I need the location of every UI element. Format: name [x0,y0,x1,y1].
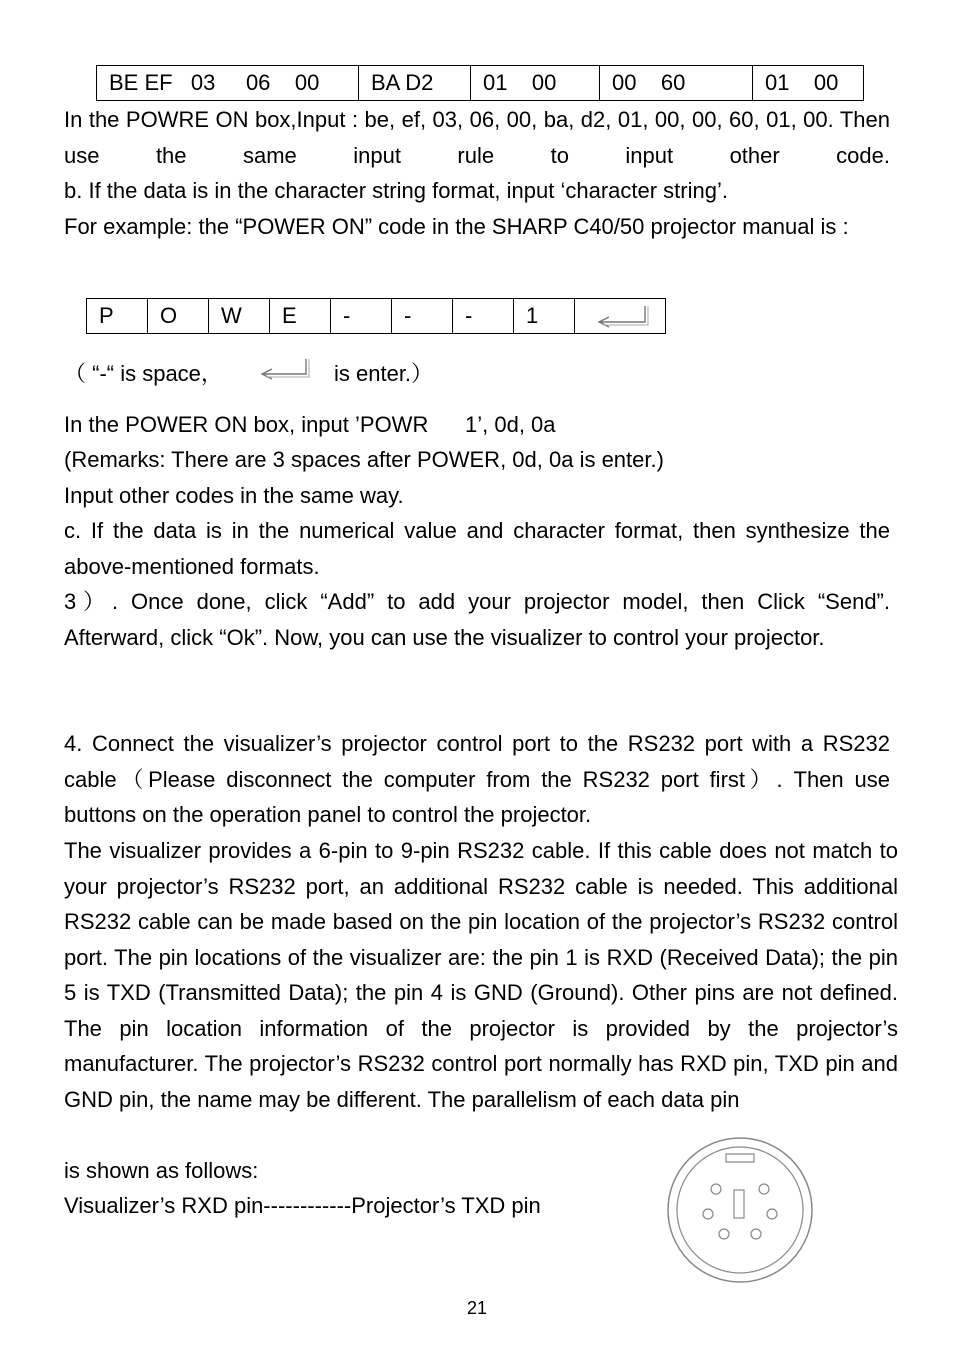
code-cell: 01 00 [471,66,600,101]
char-cell: - [453,299,514,334]
enter-key-icon [575,299,665,333]
paragraph: For example: the “POWER ON” code in the SHARP C40/50 projector manual is : [64,214,849,239]
page-number: 21 [466,1298,488,1318]
char-cell: 1 [514,299,575,334]
char-cell-enter [575,299,666,334]
table-row [97,66,864,101]
char-cell: P [87,299,148,334]
code-cell: BA D2 [359,66,471,101]
paragraph: The visualizer provides a 6-pin to 9-pin RS232 cable. If this cable does not match to your projector’s RS232 port, an additional RS232 cable is needed. This additional RS232 cable can be made based on the pin location of the projector’s RS232 control port. The pin locations of the visualizer are: the pin 1 is RXD (Received Data); the pin 5 is TXD (Transmitted Data); the pin 4 is GND (Ground). Other pins are not defined. The pin location information of the projector is provided by the projector’s manufacturer. The projector’s RS232 control port normally has RXD pin, TXD pin and GND pin, the name may be different. The parallelism of each data pin [64,838,898,1112]
char-cell: - [392,299,453,334]
char-cell: W [209,299,270,334]
paragraph: In the POWER ON box, input ’POWR 1’, 0d, 0a [64,412,556,437]
legend-space-note: （ “-“ is space， [64,361,223,386]
code-cell: 00 60 [600,66,753,101]
enter-key-icon [258,356,318,386]
paragraph: b. If the data is in the character string format, input ‘character string’. [64,178,728,203]
paragraph: c. If the data is in the numerical value and character format, then synthesize the above-mentioned formats. [64,518,890,579]
character-code-table [86,298,666,334]
paragraph: 3）. Once done, click “Add” to add your projector model, then Click “Send”. Afterward, click “Ok”. Now, you can use the visualizer to control your projector. [64,589,890,650]
paragraph: Visualizer’s RXD pin------------Projector’s TXD pin [64,1193,541,1218]
char-cell: O [148,299,209,334]
paragraph: is shown as follows: [64,1158,259,1183]
legend-enter-note: is enter.） [334,361,434,386]
paragraph: (Remarks: There are 3 spaces after POWER, 0d, 0a is enter.) [64,447,664,472]
hex-code-table [96,65,864,101]
table-row [87,299,666,334]
code-cell: 01 00 [753,66,864,101]
paragraph: In the POWRE ON box,Input : be, ef, 03, 06, 00, ba, d2, 01, 00, 00, 60, 01, 00. Then use the same input rule to input other code. [64,107,890,168]
paragraph: Input other codes in the same way. [64,483,404,508]
char-cell: - [331,299,392,334]
paragraph: 4. Connect the visualizer’s projector control port to the RS232 port with a RS232 cable（Please disconnect the computer from the RS232 port first）. Then use buttons on the operation panel to control the projector. [64,731,890,827]
code-cell: BE EF 03 06 00 [97,66,359,101]
mini-din-connector-icon [664,1134,816,1286]
char-cell: E [270,299,331,334]
